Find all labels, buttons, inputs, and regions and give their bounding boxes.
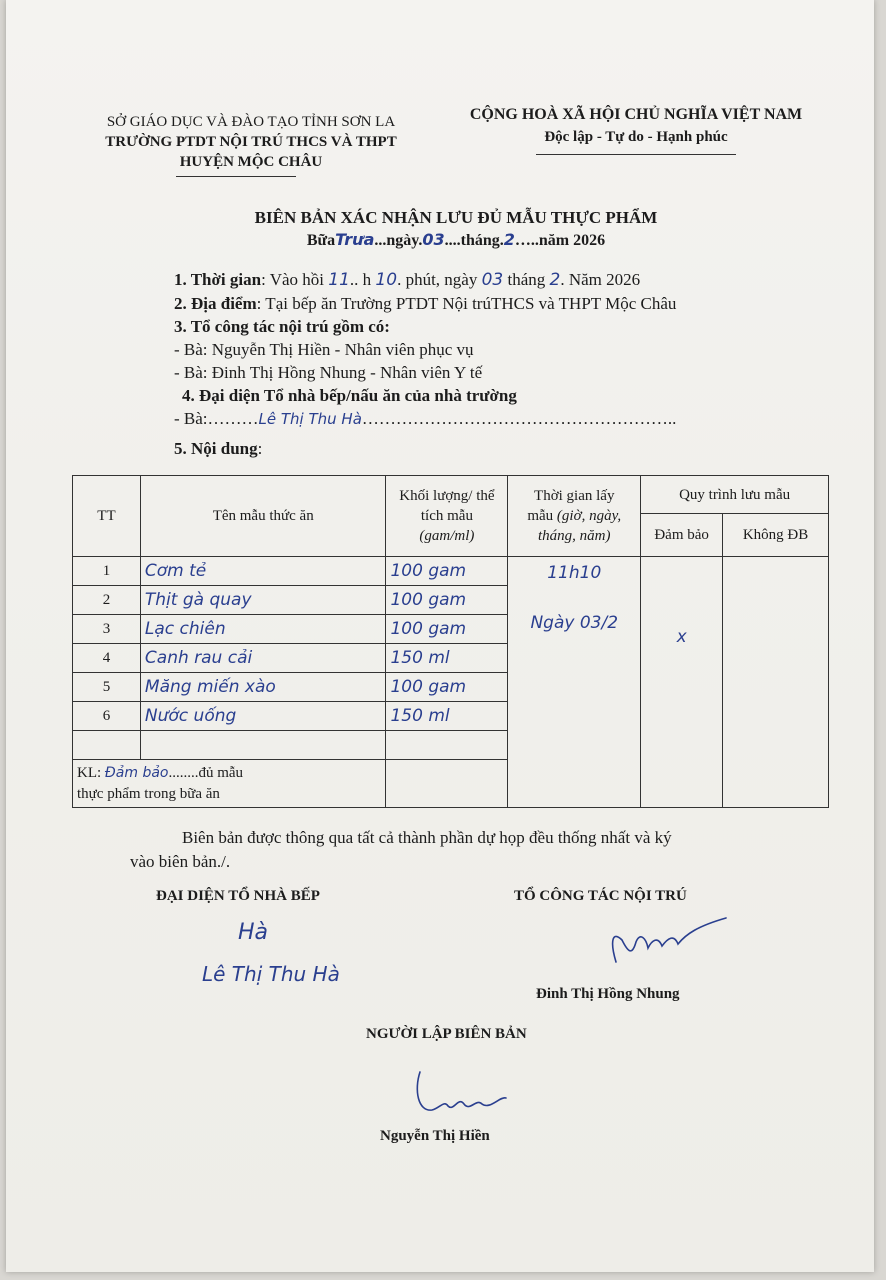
header-right — [446, 104, 826, 148]
section-location: 2. Địa điểm: Tại bếp ăn Trường PTDT Nội trúTHCS và THPT Mộc Châu — [174, 294, 677, 313]
table-row: 3 Lạc chiên 100 gam — [73, 615, 829, 644]
kitchen-signature: Hà — [238, 920, 269, 945]
document-title: BIÊN BẢN XÁC NHẬN LƯU ĐỦ MẪU THỰC PHẨM — [254, 208, 658, 227]
table-header-row — [73, 476, 829, 514]
meal-value: Trưa — [335, 230, 375, 249]
table-row: 6 Nước uống 150 ml — [73, 702, 829, 731]
table-row: 1 Cơm tẻ 100 gam 11h10 Ngày 03/2 x — [73, 557, 829, 586]
col-tt: TT — [73, 476, 141, 557]
col-ok: Đảm bảo — [641, 514, 723, 557]
hien-signature-icon — [410, 1066, 520, 1118]
ok-cell: x — [641, 557, 723, 808]
header-left — [66, 112, 436, 172]
section-committee: 3. Tổ công tác nội trú gồm có: — [174, 317, 390, 336]
ministry-line: SỞ GIÁO DỤC VÀ ĐÀO TẠO TỈNH SƠN LA — [106, 114, 396, 130]
closing-text: Biên bản được thông qua tất cả thành phần dự họp đều thống nhất và ký vào biên bản./. — [130, 828, 672, 871]
header-right-underline — [536, 154, 736, 155]
committee-signer-name: Đinh Thị Hồng Nhung — [536, 986, 680, 1002]
table-row: 5 Măng miến xào 100 gam — [73, 673, 829, 702]
col-not-ok: Không ĐB — [723, 514, 829, 557]
committee-member-2: - Bà: Đinh Thị Hồng Nhung - Nhân viên Y tế — [174, 363, 483, 382]
time-cell: 11h10 Ngày 03/2 — [508, 557, 641, 808]
kitchen-rep-line: - Bà:………Lê Thị Thu Hà……………………………………………….. — [174, 409, 677, 428]
recorder-sign-title: NGƯỜI LẬP BIÊN BẢN — [366, 1026, 527, 1042]
col-time: Thời gian lấy mẫu (giờ, ngày, tháng, năm) — [508, 476, 641, 557]
recorder-name: Nguyễn Thị Hiền — [380, 1128, 490, 1144]
not-ok-cell — [723, 557, 829, 808]
col-process: Quy trình lưu mẫu — [641, 476, 829, 514]
table-row: 4 Canh rau cải 150 ml — [73, 644, 829, 673]
section-kitchen-rep: 4. Đại diện Tổ nhà bếp/nấu ăn của nhà trường — [182, 386, 517, 405]
nhung-signature-icon — [602, 912, 732, 972]
day-value: 03 — [422, 230, 445, 249]
conclusion-cell: KL: Đảm bảo........đủ mẫu thực phẩm trong bữa ăn — [73, 760, 386, 808]
month-value: 2 — [503, 230, 515, 249]
section-content: 5. Nội dung: — [174, 439, 263, 458]
school-line: TRƯỜNG PTDT NỘI TRÚ THCS VÀ THPT — [105, 134, 397, 150]
meal-date-line: BữaTrưa...ngày.03....tháng.2…..năm 2026 — [306, 230, 606, 249]
kitchen-signature-name: Lê Thị Thu Hà — [202, 962, 340, 986]
food-sample-table — [72, 475, 829, 808]
section-time: 1. Thời gian: Vào hồi 11.. h 10. phút, ngày 03 tháng 2. Năm 2026 — [174, 270, 641, 290]
republic-line: CỘNG HOÀ XÃ HỘI CHỦ NGHĨA VIỆT NAM — [469, 106, 803, 123]
col-weight: Khối lượng/ thể tích mẫu (gam/ml) — [386, 476, 508, 557]
committee-sign-title: TỔ CÔNG TÁC NỘI TRÚ — [514, 888, 687, 904]
district-line: HUYỆN MỘC CHÂU — [179, 154, 323, 170]
table-row: 2 Thịt gà quay 100 gam — [73, 586, 829, 615]
document-page — [6, 0, 874, 1272]
kitchen-sign-title: ĐẠI DIỆN TỔ NHÀ BẾP — [156, 888, 320, 904]
col-name: Tên mẫu thức ăn — [140, 476, 386, 557]
header-left-underline — [176, 176, 296, 177]
kitchen-rep-name: Lê Thị Thu Hà — [258, 410, 362, 428]
committee-member-1: - Bà: Nguyễn Thị Hiền - Nhân viên phục vụ — [174, 340, 474, 359]
sections-block — [174, 268, 814, 460]
motto-line: Độc lập - Tự do - Hạnh phúc — [544, 129, 728, 145]
